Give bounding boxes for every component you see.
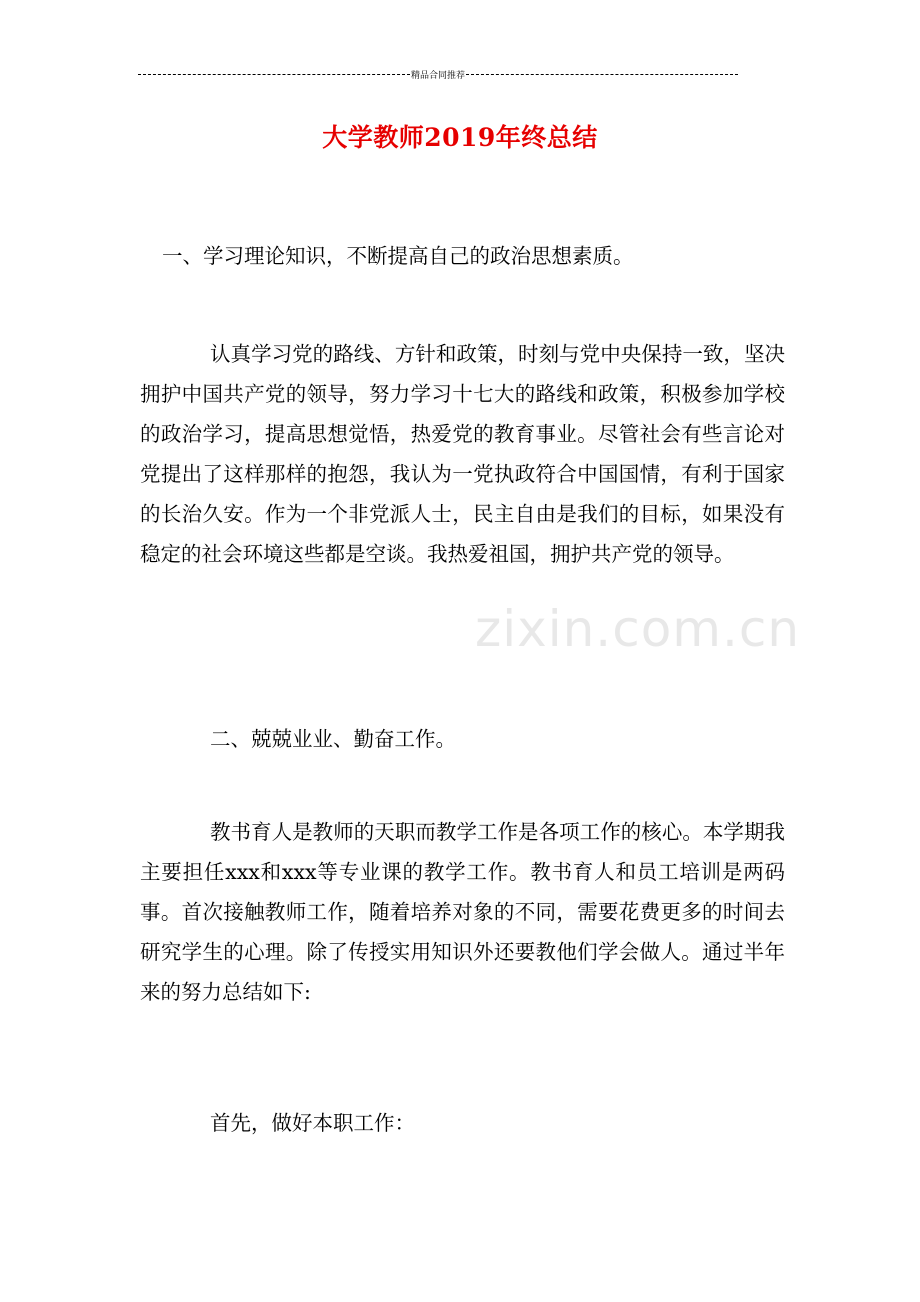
header-dash-right (466, 74, 738, 75)
paragraph-3: 首先，做好本职工作： (210, 1111, 415, 1135)
paragraph-1: 认真学习党的路线、方针和政策，时刻与党中央保持一致，坚决拥护中国共产党的领导，努力学习十七大的路线和政策，积极参加学校的政治学习，提高思想觉悟，热爱党的教育事业。尽管社会有些言论对党提出了这样那样的抱怨，我认为一党执政符合中国国情，有利于国家的长治久安。作为一个非党派人士，民主自由是我们的目标，如果没有稳定的社会环境这些都是空谈。我热爱祖国，拥护共产党的领导。 (140, 342, 785, 566)
page-header (138, 66, 738, 82)
section-heading-2: 二、兢兢业业、勤奋工作。 (210, 727, 456, 751)
paragraph-2: 教书育人是教师的天职而教学工作是各项工作的核心。本学期我主要担任xxx和xxx等专业课的教学工作。教书育人和员工培训是两码事。首次接触教师工作，随着培养对象的不同，需要花费更多的时间去研究学生的心理。除了传授实用知识外还要教他们学会做人。通过半年来的努力总结如下: (140, 820, 785, 1004)
header-text: 精品合同推荐 (411, 70, 466, 81)
header-dash-left (138, 74, 410, 75)
document-title: 大学教师2019年终总结 (322, 123, 598, 152)
section-heading-1: 一、学习理论知识，不断提高自己的政治思想素质。 (162, 244, 634, 268)
watermark: zixin.com.cn (475, 600, 801, 658)
